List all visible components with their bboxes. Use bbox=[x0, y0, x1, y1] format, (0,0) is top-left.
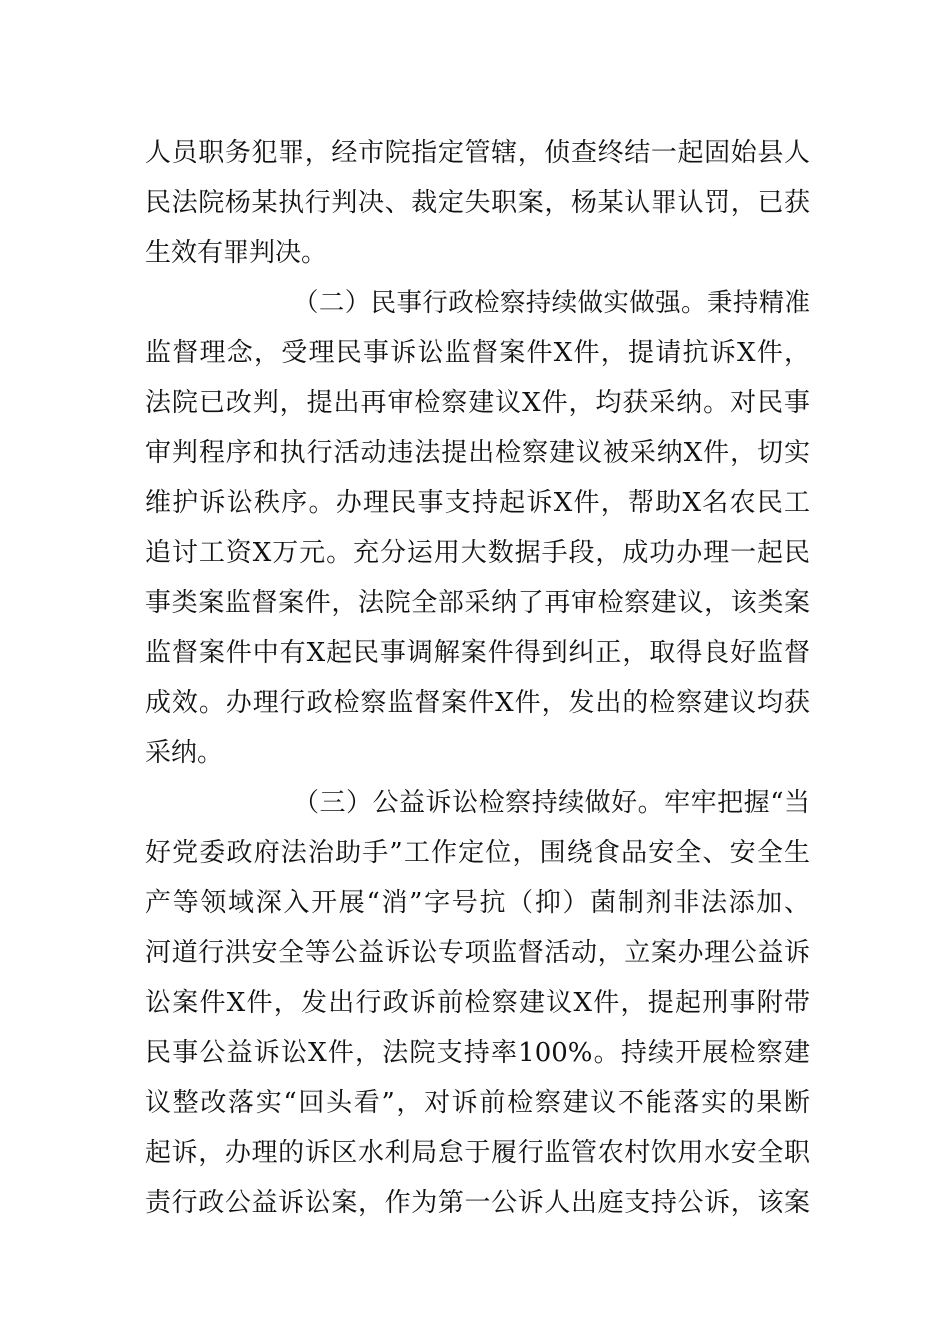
paragraph-line: 责行政公益诉讼案，作为第一公诉人出庭支持公诉，该案 bbox=[145, 1188, 810, 1218]
paragraph-line: 维护诉讼秩序。办理民事支持起诉X件，帮助X名农民工 bbox=[145, 488, 810, 518]
paragraph-line: 讼案件X件，发出行政诉前检察建议X件，提起刑事附带 bbox=[145, 988, 810, 1018]
paragraph-line: 议整改落实“回头看”，对诉前检察建议不能落实的果断 bbox=[145, 1088, 810, 1118]
paragraph-line: 起诉，办理的诉区水利局怠于履行监管农村饮用水安全职 bbox=[145, 1138, 810, 1168]
paragraph-line: 好党委政府法治助手”工作定位，围绕食品安全、安全生 bbox=[145, 838, 810, 868]
paragraph-line: 追讨工资X万元。充分运用大数据手段，成功办理一起民 bbox=[145, 538, 810, 568]
paragraph-line: 采纳。 bbox=[145, 738, 224, 768]
paragraph-line: 成效。办理行政检察监督案件X件，发出的检察建议均获 bbox=[145, 688, 810, 718]
paragraph-line: 民事公益诉讼X件，法院支持率100%。持续开展检察建 bbox=[145, 1038, 810, 1068]
paragraph-line: 产等领域深入开展“消”字号抗（抑）菌制剂非法添加、 bbox=[145, 888, 810, 918]
section-heading-line: （三）公益诉讼检察持续做好。牢牢把握“当 bbox=[293, 788, 810, 818]
paragraph-line: 法院已改判，提出再审检察建议X件，均获采纳。对民事 bbox=[145, 388, 810, 418]
paragraph-line: 监督案件中有X起民事调解案件得到纠正，取得良好监督 bbox=[145, 638, 810, 668]
section-heading-line: （二）民事行政检察持续做实做强。秉持精准 bbox=[293, 288, 810, 318]
paragraph-line: 监督理念，受理民事诉讼监督案件X件，提请抗诉X件， bbox=[145, 338, 810, 368]
paragraph-line: 民法院杨某执行判决、裁定失职案，杨某认罪认罚，已获 bbox=[145, 188, 810, 218]
paragraph-line: 河道行洪安全等公益诉讼专项监督活动，立案办理公益诉 bbox=[145, 938, 810, 968]
paragraph-line: 事类案监督案件，法院全部采纳了再审检察建议，该类案 bbox=[145, 588, 810, 618]
paragraph-line: 人员职务犯罪，经市院指定管辖，侦查终结一起固始县人 bbox=[145, 138, 810, 168]
paragraph-line: 审判程序和执行活动违法提出检察建议被采纳X件，切实 bbox=[145, 438, 810, 468]
paragraph-line: 生效有罪判决。 bbox=[145, 238, 328, 268]
